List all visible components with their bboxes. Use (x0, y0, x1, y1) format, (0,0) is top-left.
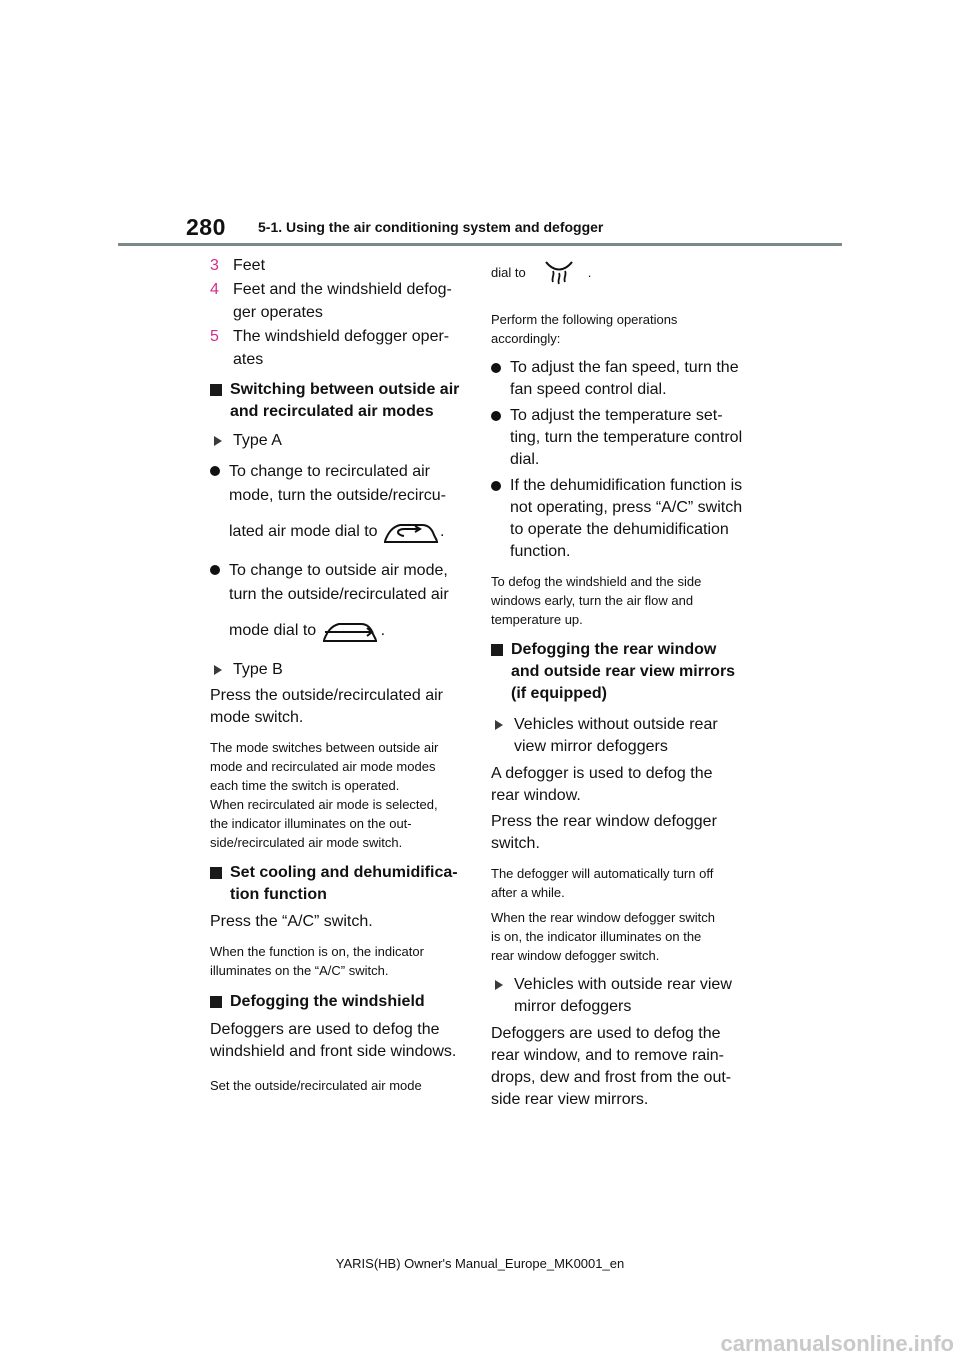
note-ac-indicator: When the function is on, the indicator illuminates on the “A/C” switch. (210, 943, 424, 978)
with-mirror-defoggers: Vehicles with outside rear view mirror defoggers (491, 974, 747, 1018)
step-text: Feet and the windshield defog- ger operates (233, 281, 452, 321)
type-a-label: Type A (210, 430, 466, 452)
bullet-dot-icon (491, 481, 501, 491)
bullet-dot-icon (491, 363, 501, 373)
press-ac-text: Press the “A/C” switch. (210, 912, 373, 930)
dial-to-line: dial to . (491, 254, 747, 290)
step-3 (210, 254, 466, 277)
step-text: The windshield defogger oper- ates (233, 328, 450, 368)
windshield-defogger-icon (544, 258, 574, 286)
type-b-label: Type B (210, 659, 466, 681)
heading-defogging-rear: Defogging the rear window and outside rear view mirrors (if equipped) (491, 639, 747, 705)
bullet-temperature: To adjust the temperature set- ting, turn the temperature control dial. (491, 405, 747, 471)
bullet-fan-speed: To adjust the fan speed, turn the fan speed control dial. (491, 357, 747, 401)
bullet-dehumidification: If the dehumidification function is not operating, press “A/C” switch to operate the dehumidification function. (491, 475, 747, 563)
step-text: Feet (233, 257, 266, 274)
bullet-recirculated: To change to recirculated air mode, turn the outside/recircu- lated air mode dial to . (210, 460, 466, 547)
recirculated-air-icon (382, 517, 440, 547)
square-bullet-icon (210, 996, 222, 1008)
step-number: 3 (210, 257, 219, 274)
outside-air-icon (321, 616, 381, 646)
a-defogger-text: A defogger is used to defog the rear window. (491, 765, 713, 804)
footer-manual-id: YARIS(HB) Owner's Manual_Europe_MK0001_en (335, 1256, 625, 1271)
perform-text: Perform the following operations accordingly: (491, 312, 678, 346)
press-switch-text: Press the outside/recirculated air mode switch. (210, 686, 443, 726)
step-number: 5 (210, 328, 219, 345)
set-mode-text: Set the outside/recirculated air mode (210, 1077, 422, 1093)
press-rear-text: Press the rear window defogger switch. (491, 813, 717, 852)
section-title: 5-1. Using the air conditioning system and defogger (258, 219, 604, 235)
watermark: carmanualsonline.info (720, 1331, 954, 1356)
triangle-bullet-icon (495, 980, 503, 990)
bullet-outside-air: To change to outside air mode, turn the outside/recirculated air mode dial to . (210, 559, 466, 646)
step-5 (210, 325, 466, 371)
triangle-bullet-icon (214, 665, 222, 675)
step-number: 4 (210, 281, 219, 298)
defoggers-text: Defoggers are used to defog the windshield and front side windows. (210, 1020, 457, 1060)
heading-switching-air-modes: Switching between outside air and recirculated air modes (210, 379, 466, 423)
bullet-dot-icon (210, 565, 220, 575)
square-bullet-icon (210, 384, 222, 396)
bullet-dot-icon (491, 411, 501, 421)
page-number: 280 (186, 214, 226, 240)
note-mode-switch: The mode switches between outside air mode and recirculated air mode modes each time the switch is operated. When recirculated air mode is selected, the indicator illuminates on the out- side/recirculated air mode switch. (210, 739, 439, 850)
triangle-bullet-icon (495, 720, 503, 730)
heading-cooling-dehumidification: Set cooling and dehumidifica- tion function (210, 862, 466, 906)
note-defog-early: To defog the windshield and the side windows early, turn the air flow and temperature up. (491, 574, 702, 627)
header-rule (118, 243, 842, 246)
left-column (210, 254, 466, 1095)
bullet-dot-icon (210, 466, 220, 476)
right-column (491, 254, 747, 1111)
heading-defogging-windshield: Defogging the windshield (210, 991, 466, 1013)
without-mirror-defoggers: Vehicles without outside rear view mirror defoggers (491, 714, 747, 758)
square-bullet-icon (210, 867, 222, 879)
note-auto-off: The defogger will automatically turn off after a while. (491, 866, 714, 900)
step-4 (210, 278, 466, 324)
triangle-bullet-icon (214, 436, 222, 446)
defoggers-used-text: Defoggers are used to defog the rear window, and to remove rain- drops, dew and frost from the out- side rear view mirrors. (491, 1025, 732, 1108)
note-rear-indicator: When the rear window defogger switch is on, the indicator illuminates on the rear window defogger switch. (491, 910, 716, 963)
square-bullet-icon (491, 644, 503, 656)
